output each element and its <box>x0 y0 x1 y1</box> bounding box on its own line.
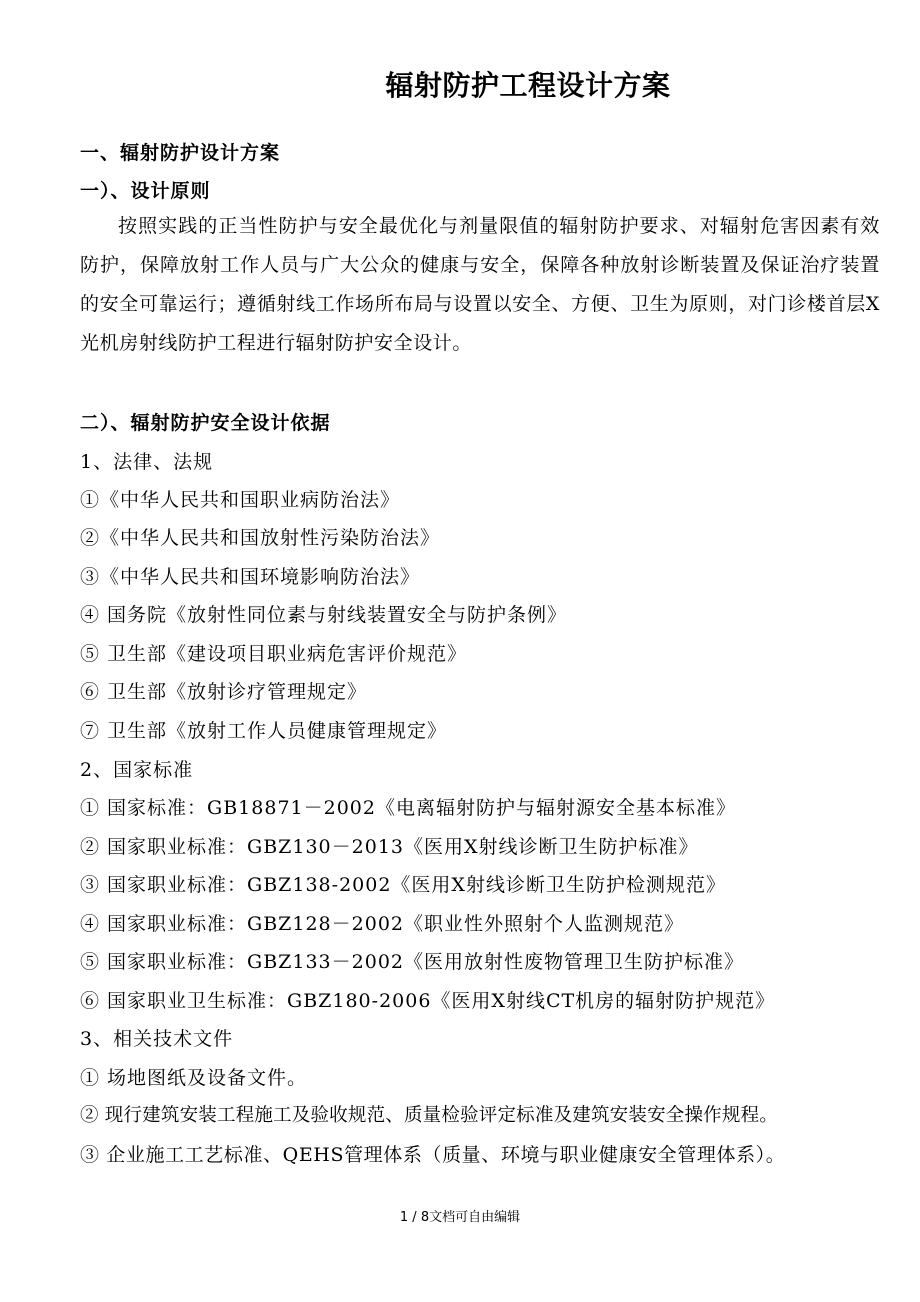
list-item: ③ 国家职业标准：GBZ138-2002《医用X射线诊断卫生防护检测规范》 <box>80 874 726 896</box>
list-item: ⑥ 卫生部《放射诊疗管理规定》 <box>80 681 368 703</box>
list-item: ① 场地图纸及设备文件。 <box>80 1067 308 1089</box>
section-heading-1: 一、辐射防护设计方案 <box>80 142 281 164</box>
list-item: ①《中华人民共和国职业病防治法》 <box>80 489 401 511</box>
list-item: ④ 国家职业标准：GBZ128－2002《职业性外照射个人监测规范》 <box>80 913 685 935</box>
list-item: ⑦ 卫生部《放射工作人员健康管理规定》 <box>80 720 448 742</box>
standards-heading: 2、国家标准 <box>80 759 194 781</box>
list-item: ③ 企业施工工艺标准、QEHS管理体系（质量、环境与职业健康安全管理体系）。 <box>80 1144 786 1166</box>
list-item: ① 国家标准：GB18871－2002《电离辐射防护与辐射源安全基本标准》 <box>80 797 736 819</box>
subsection-heading-principles: 一）、设计原则 <box>80 180 211 202</box>
list-item: ③《中华人民共和国环境影响防治法》 <box>80 566 421 588</box>
document-title: 辐射防护工程设计方案 <box>385 69 671 102</box>
list-item: ⑤ 卫生部《建设项目职业病危害评价规范》 <box>80 643 468 665</box>
list-item: ④ 国务院《放射性同位素与射线装置安全与防护条例》 <box>80 604 568 626</box>
list-item: ②《中华人民共和国放射性污染防治法》 <box>80 527 441 549</box>
list-item: ⑤ 国家职业标准：GBZ133－2002《医用放射性废物管理卫生防护标准》 <box>80 951 745 973</box>
principle-paragraph: 按照实践的正当性防护与安全最优化与剂量限值的辐射防护要求、对辐射危害因素有效防护，保障放射工作人员与广大公众的健康与安全，保障各种放射诊断装置及保证治疗装置的安全可靠运行；遵循射线工作场所布局与设置以安全、方便、卫生为原则，对门诊楼首层X光机房射线防护工程进行辐射防护安全设计。 <box>80 215 880 354</box>
tech-docs-heading: 3、相关技术文件 <box>80 1028 234 1050</box>
laws-heading: 1、法律、法规 <box>80 451 214 473</box>
page-footer: 1 / 8文档可自由编辑 <box>399 1210 521 1225</box>
list-item: ② 国家职业标准：GBZ130－2013《医用X射线诊断卫生防护标准》 <box>80 836 699 858</box>
list-item: ⑥ 国家职业卫生标准：GBZ180-2006《医用X射线CT机房的辐射防护规范》 <box>80 990 776 1012</box>
list-item: ② 现行建筑安装工程施工及验收规范、质量检验评定标准及建筑安装安全操作规程。 <box>80 1105 778 1126</box>
subsection-heading-basis: 二）、辐射防护安全设计依据 <box>80 412 331 434</box>
